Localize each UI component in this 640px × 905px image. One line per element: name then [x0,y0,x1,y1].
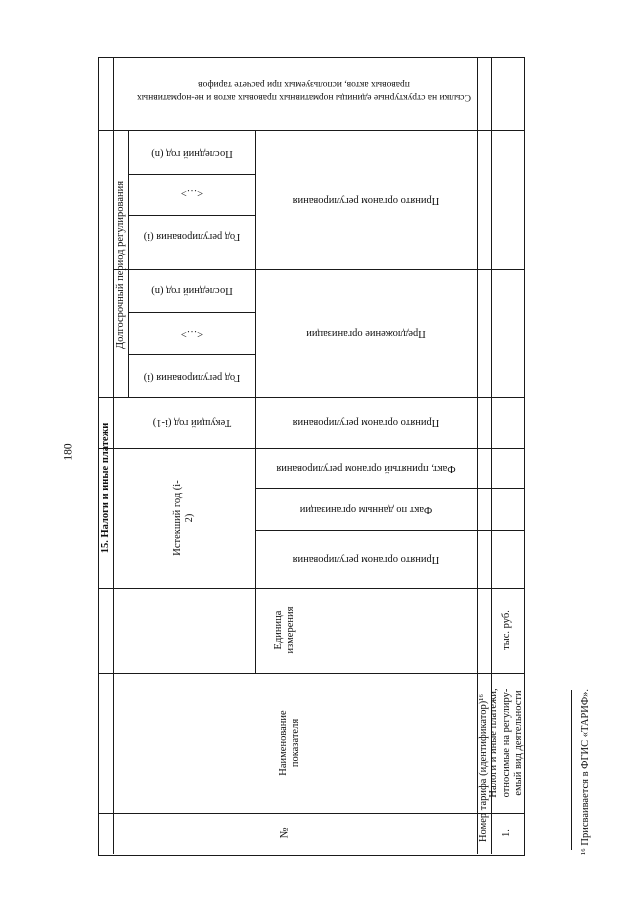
row-unit: тыс. руб. [500,610,512,650]
table-title: 15. Налоги и иные платежи [99,422,111,554]
long-term-period-header: Долгосрочный период регулирования [114,180,126,350]
references-header: Ссылки на структурные единицы нормативных правовых актов и не-нормативных правовых актов, используемых при расчете тарифов [137,79,471,102]
indicator-header: Наименование показателя [277,710,301,776]
unit-header: Единица измерения [272,606,296,654]
page-number: 180 [62,443,75,461]
expired-accepted-header: Принято органом регулирования [292,554,440,566]
current-year-accepted-header: Принято органом регулирования [292,417,440,429]
table-frame [98,57,525,856]
number-header: № [278,827,291,839]
regulated-year-header: Год регулирования (i) [143,231,241,243]
tariff-id-label: Номер тарифа (идентификатор)¹⁶ [477,693,489,843]
expired-fact-org-header: Факт по данным организации [299,504,433,516]
row-number: 1. [500,829,512,837]
row-indicator: Налоги и иные платежи, относимые на регулиру-емый вид деятельности [488,688,525,798]
org-proposal-header: Предложение организации [306,328,426,340]
intermediate-years-header: <…> [180,187,204,199]
expired-year-header: Истекший год (i-2) [171,480,195,556]
current-year-header: Текущий год (i-1) [152,417,232,429]
expired-fact-regulator-header: Факт, принятый органом регулирования [276,463,456,475]
last-year-header: Последний год (n) [151,148,233,160]
proposal-regulated-year-header: Год регулирования (i) [143,372,241,384]
footnote-separator [571,690,572,850]
proposal-last-year-header: Последний год (n) [151,285,233,297]
footnote-text: ¹⁶ Присваивается в ФГИС «ТАРИФ». [579,688,591,856]
regulator-accepted-header: Принято органом регулирования [292,195,440,207]
proposal-intermediate-years-header: <…> [180,328,204,340]
